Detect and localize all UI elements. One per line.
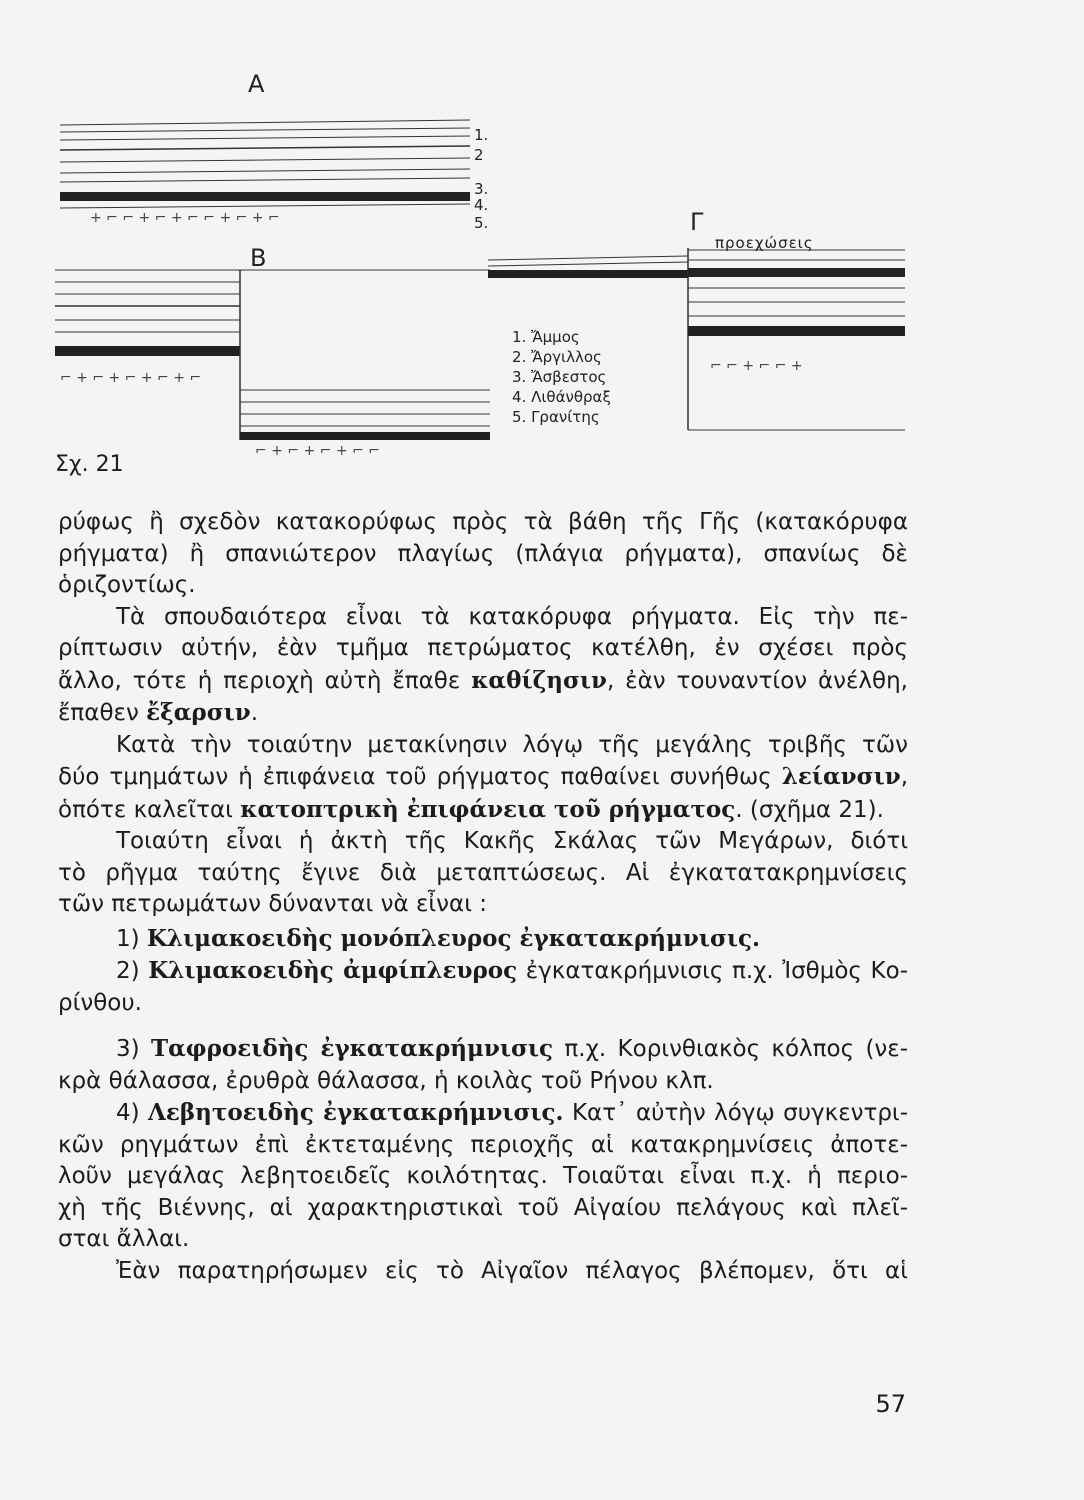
text-line: τῶν πετρωμάτων δύνανται νὰ εἶναι : bbox=[58, 891, 488, 917]
text-line: κρὰ θάλασσα, ἐρυθρὰ θάλασσα, ἡ κοιλὰς τοῦ Ρήνου κλπ. bbox=[58, 1067, 714, 1094]
label-proexoseis: προεχώσεις bbox=[715, 234, 814, 252]
text-line: ρύφως ἢ σχεδὸν κατακορύφως πρὸς τὰ βάθη τῆς Γῆς (κατακόρυφα bbox=[58, 509, 908, 535]
text-span: δύο τμημάτων ἡ ἐπιφάνεια τοῦ ρήγματος παθαίνει συνήθως bbox=[58, 764, 782, 790]
text-line bbox=[58, 697, 908, 730]
block-a bbox=[60, 120, 470, 226]
legend-item-4: 4. Λιθάνθραξ bbox=[512, 388, 611, 406]
page-number: 57 bbox=[875, 1390, 906, 1418]
layer-number-2: 2 bbox=[474, 146, 484, 164]
legend-item-1: 1. Ἄμμος bbox=[512, 328, 580, 346]
bold-term: καθίζησιν bbox=[471, 666, 607, 694]
block-b bbox=[55, 270, 490, 459]
bold-term: κατοπτρικὴ ἐπιφάνεια τοῦ ρήγματος bbox=[240, 795, 736, 823]
text-span: π.χ. Κορινθιακὸς κόλπος (νε- bbox=[553, 1036, 909, 1062]
text-span: Κατ᾽ αὐτὴν λόγῳ συγκεντρι- bbox=[563, 1100, 908, 1126]
text-line bbox=[58, 794, 908, 827]
layer-number-4: 4. bbox=[474, 196, 489, 214]
svg-text:⌐ + ⌐ + ⌐ + ⌐ + ⌐: ⌐ + ⌐ + ⌐ + ⌐ + ⌐ bbox=[60, 370, 202, 386]
text-line bbox=[58, 665, 908, 698]
text-span: ἄλλο, τότε ἡ περιοχὴ αὐτὴ ἔπαθε bbox=[58, 667, 472, 694]
label-b: Β bbox=[250, 244, 267, 272]
text-line: λοῦν μεγάλας λεβητοειδεῖς κοιλότητας. Τοιαῦται εἶναι π.χ. ἡ περιο- bbox=[58, 1163, 908, 1189]
svg-text:⌐ + ⌐ + ⌐ + ⌐ ⌐: ⌐ + ⌐ + ⌐ + ⌐ ⌐ bbox=[255, 443, 380, 459]
text-line: Τοιαύτη εἶναι ἡ ἀκτὴ τῆς Κακῆς Σκάλας τῶν Μεγάρων, διότι bbox=[116, 828, 908, 854]
layer-number-1: 1. bbox=[474, 126, 489, 144]
text-line: ρίνθου. bbox=[58, 989, 142, 1016]
text-span: ἔπαθεν bbox=[58, 700, 147, 726]
text-span: . (σχῆμα 21). bbox=[735, 796, 884, 823]
label-a: Α bbox=[248, 70, 265, 98]
list-item bbox=[58, 955, 908, 988]
bold-term: λείανσιν bbox=[781, 763, 901, 790]
list-item bbox=[58, 1097, 908, 1130]
bold-term: ἔξαρσιν bbox=[146, 699, 251, 726]
text-span: ἐγκατακρήμνισις π.χ. Ἰσθμὸς Κο- bbox=[517, 958, 909, 984]
text-span: 3) bbox=[116, 1036, 151, 1062]
body-text bbox=[58, 507, 908, 1287]
text-span: . bbox=[250, 700, 259, 726]
text-line: Κατὰ τὴν τοιαύτην μετακίνησιν λόγῳ τῆς μεγάλης τριβῆς τῶν bbox=[116, 731, 908, 758]
text-line: ρήγματα) ἢ σπανιώτερον πλαγίως (πλάγια ρήγματα), σπανίως δὲ bbox=[58, 540, 908, 567]
layer-number-3: 3. bbox=[474, 180, 489, 198]
svg-text:⌐ ⌐ + ⌐ ⌐ +: ⌐ ⌐ + ⌐ ⌐ + bbox=[710, 358, 803, 374]
list-item bbox=[58, 923, 908, 956]
text-line: Ἐὰν παρατηρήσωμεν εἰς τὸ Αἰγαῖον πέλαγος βλέπομεν, ὅτι αἱ bbox=[116, 1257, 908, 1284]
text-line: χὴ τῆς Βιέννης, αἱ χαρακτηριστικαὶ τοῦ Αἰγαίου πελάγους καὶ πλεῖ- bbox=[58, 1194, 908, 1221]
list-item bbox=[58, 1033, 908, 1066]
text-span: ὁπότε καλεῖται bbox=[58, 796, 241, 823]
bold-term: Λεβητοειδὴς ἐγκατακρήμνισις. bbox=[148, 1099, 564, 1126]
text-line: ὁριζοντίως. bbox=[58, 572, 196, 598]
text-line bbox=[58, 761, 908, 794]
text-line: τὸ ρῆγμα ταύτης ἔγινε διὰ μεταπτώσεως. Αἱ ἐγκατατακρημνίσεις bbox=[58, 859, 908, 886]
legend-item-3: 3. Ἄσβεστος bbox=[512, 368, 607, 386]
layer-number-5: 5. bbox=[474, 214, 489, 232]
text-span: 1) bbox=[116, 925, 147, 952]
bold-term: Ταφροειδὴς ἐγκατακρήμνισις bbox=[150, 1035, 554, 1062]
legend-item-2: 2. Ἄργιλλος bbox=[512, 348, 602, 366]
text-line: σται ἄλλαι. bbox=[58, 1226, 190, 1252]
text-span: 2) bbox=[116, 958, 149, 984]
svg-text:+ ⌐ ⌐ + ⌐ + ⌐ ⌐ + ⌐ + ⌐: + ⌐ ⌐ + ⌐ + ⌐ ⌐ + ⌐ + ⌐ bbox=[90, 210, 280, 226]
text-span: 4) bbox=[116, 1100, 149, 1126]
bold-term: Κλιμακοειδὴς ἀμφίπλευρος bbox=[148, 957, 518, 984]
text-line: ρίπτωσιν αὐτήν, ἐὰν τμῆμα πετρώματος κατέλθη, ἐν σχέσει πρὸς bbox=[58, 635, 908, 661]
figure-caption: Σχ. 21 bbox=[55, 452, 124, 477]
text-span: , ἐὰν τουναντίον ἀνέλθη, bbox=[607, 667, 908, 694]
text-line: Τὰ σπουδαιότερα εἶναι τὰ κατακόρυφα ρήγματα. Εἰς τὴν πε- bbox=[116, 603, 908, 630]
bold-term: Κλιμακοειδὴς μονόπλευρος ἐγκατακρήμνισις. bbox=[146, 924, 761, 952]
text-span: , bbox=[900, 764, 908, 790]
label-g: Γ bbox=[690, 208, 704, 236]
figure-21 bbox=[50, 70, 920, 490]
legend-item-5: 5. Γρανίτης bbox=[512, 408, 600, 426]
text-line: κῶν ρηγμάτων ἐπὶ ἐκτεταμένης περιοχῆς αἱ κατακρημνίσεις ἀποτε- bbox=[58, 1131, 908, 1158]
